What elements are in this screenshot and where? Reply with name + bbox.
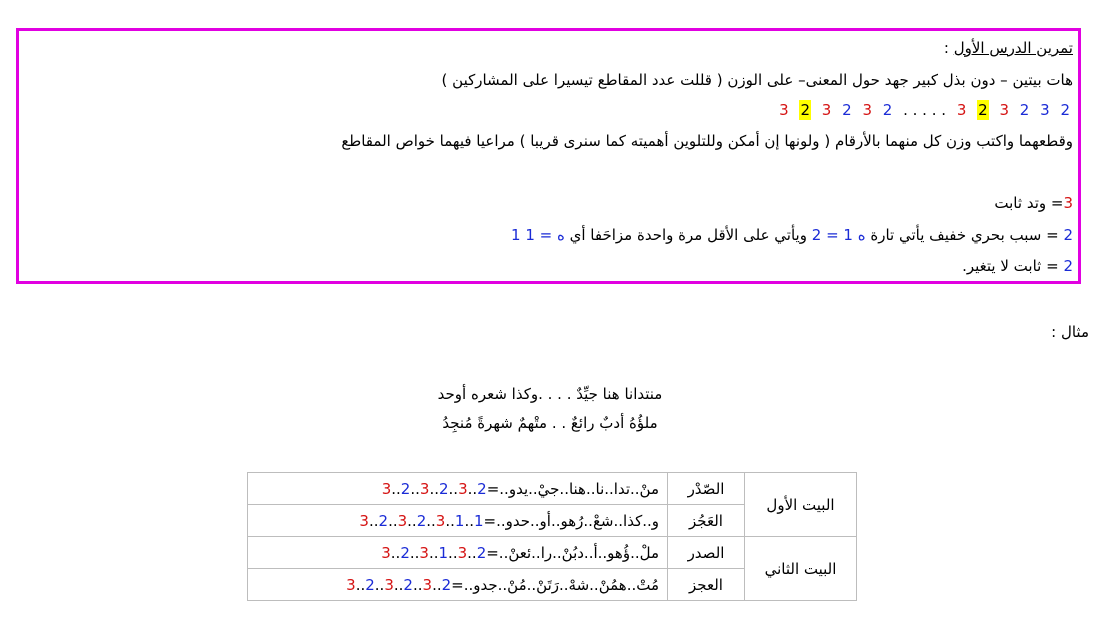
meter-pattern-digits	[776, 100, 1073, 120]
meter-separator: ..	[391, 479, 401, 498]
meter-separator: ..	[432, 575, 442, 594]
meter-digit: 3	[422, 575, 433, 594]
rule-sabab-variable	[511, 225, 1073, 245]
pattern-digit: 2	[882, 101, 893, 119]
meter-separator: ..	[368, 511, 379, 530]
hemistich-label: الصدر	[668, 537, 745, 569]
rule-watad-text: = وتد ثابت	[994, 194, 1064, 212]
meter-digits	[381, 544, 486, 562]
scansion-text: مُتْ..همُنْ..شهْ..رَتَنْ..مُنْ..جدو..=	[451, 575, 659, 594]
pattern-digit: 3	[956, 101, 967, 119]
meter-separator: ..	[445, 511, 455, 530]
meter-digit: 3	[457, 543, 468, 562]
rule-sabab-fixed-number: 2	[1063, 257, 1073, 275]
exercise-title-line	[944, 38, 1073, 58]
table-row	[248, 473, 857, 505]
scansion-cell	[248, 537, 668, 569]
scansion-cell	[248, 569, 668, 601]
meter-separator: ..	[467, 479, 478, 498]
rule-sabab-text-2: ويأتي على الأقل مرة واحدة مزاحَفا أي	[569, 226, 807, 244]
pattern-digit: 3	[999, 101, 1010, 119]
rule-sabab-fixed	[962, 256, 1073, 276]
rule-watad	[994, 193, 1073, 213]
pattern-digit-highlight: 2	[800, 101, 811, 119]
meter-digit: 2	[400, 479, 411, 498]
meter-separator: ..	[448, 543, 458, 562]
meter-digit: 3	[381, 479, 392, 498]
meter-digit: 2	[438, 479, 449, 498]
meter-digit: 3	[435, 511, 446, 530]
meter-separator: ..	[409, 543, 420, 562]
pattern-digit: 2	[1060, 101, 1070, 119]
meter-digit: 1	[473, 511, 484, 530]
exercise-title-suffix: :	[943, 39, 954, 57]
meter-digit: 2	[476, 543, 487, 562]
meter-digit: 2	[441, 575, 452, 594]
meter-digit: 1	[454, 511, 465, 530]
meter-digits	[346, 576, 451, 594]
table-row	[248, 537, 857, 569]
meter-digits	[359, 512, 483, 530]
exercise-box	[16, 28, 1081, 284]
meter-pattern	[776, 100, 1073, 120]
exercise-instruction: هات بيتين – دون بذل كبير جهد حول المعنى– على الوزن ( قللت عدد المقاطع تيسيرا على المشاركين )	[441, 71, 1073, 89]
pattern-digit: 3	[1040, 101, 1050, 119]
meter-digit: 3	[419, 479, 430, 498]
meter-separator: ..	[429, 479, 439, 498]
meter-digit: 3	[419, 543, 429, 562]
meter-separator: ..	[410, 479, 420, 498]
meter-separator: ..	[393, 575, 404, 594]
meter-separator: ..	[428, 543, 439, 562]
scansion-table	[247, 472, 857, 601]
scansion-cell	[248, 473, 668, 505]
meter-separator: ..	[390, 543, 401, 562]
pattern-digit: 3	[862, 101, 872, 119]
example-label: مثال :	[1051, 323, 1089, 341]
poem-line-1: منتدانا هنا جيِّدٌ . . . .وكذا شعره أوحد	[437, 385, 663, 403]
meter-separator: ..	[412, 575, 423, 594]
rule-sabab-number: 2	[1063, 226, 1073, 244]
meter-digit: 1	[438, 543, 449, 562]
hemistich-label: العجز	[668, 569, 745, 601]
pattern-digit-highlight: 2	[978, 101, 988, 119]
hemistich-label: الصّدْر	[668, 473, 745, 505]
meter-digit: 3	[381, 543, 391, 562]
meter-digit: 2	[416, 511, 427, 530]
meter-digits	[382, 480, 487, 498]
meter-separator: ..	[426, 511, 436, 530]
poem-line-2: ملؤُهُ أدبٌ رائعٌ . . متْهمٌ شهرةً مُنجِدُ	[442, 414, 658, 432]
meter-digit: 3	[384, 575, 394, 594]
pattern-digit: 3	[821, 101, 832, 119]
hemistich-label: العَجُز	[668, 505, 745, 537]
verse-label: البيت الثاني	[745, 537, 857, 601]
meter-separator: ..	[388, 511, 398, 530]
meter-digit: 2	[403, 575, 413, 594]
meter-digit: 3	[397, 511, 408, 530]
scansion-text: ملْ..ؤُهو..أ..دبُنْ..را..ئعنْ..=	[486, 543, 659, 562]
pattern-digit: 2	[842, 101, 852, 119]
meter-separator: ..	[448, 479, 459, 498]
pattern-dots: . . . . .	[903, 101, 947, 119]
pattern-digit: 3	[779, 101, 789, 119]
rule-watad-number: 3	[1063, 194, 1073, 212]
meter-separator: ..	[355, 575, 366, 594]
scansion-text: و..كذا..شعْ..رُهو..أو..حدو..=	[483, 511, 659, 530]
rule-sabab-fixed-text: = ثابت لا يتغير.	[962, 257, 1059, 275]
meter-digit: 2	[400, 543, 410, 562]
meter-separator: ..	[407, 511, 417, 530]
scansion-cell	[248, 505, 668, 537]
exercise-title: تمرين الدرس الأول	[953, 39, 1073, 57]
meter-digit: 2	[365, 575, 375, 594]
pattern-digit: 2	[1019, 101, 1030, 119]
meter-digit: 3	[359, 511, 369, 530]
meter-separator: ..	[464, 511, 474, 530]
meter-digit: 3	[458, 479, 468, 498]
exercise-instruction-2: وقطعهما واكتب وزن كل منهما بالأرقام ( ولونها إن أمكن وللتلوين أهميته كما سنرى قريبا ) مراعيا فيهما خواص المقاطع	[341, 132, 1073, 150]
meter-separator: ..	[467, 543, 477, 562]
rule-sabab-text: = سبب بحري خفيف يأتي تارة	[870, 226, 1059, 244]
meter-separator: ..	[374, 575, 385, 594]
meter-digit: 2	[378, 511, 389, 530]
verse-label: البيت الأول	[745, 473, 857, 537]
meter-digit: 3	[346, 575, 356, 594]
rule-sabab-equation: 2 = 1 ه	[811, 226, 866, 244]
meter-digit: 2	[477, 479, 487, 498]
scansion-text: منْ..تدا..نا..هنا..جيْ..يدو..=	[486, 479, 659, 498]
rule-sabab-equation-2: 1 ه = 1	[511, 226, 565, 244]
